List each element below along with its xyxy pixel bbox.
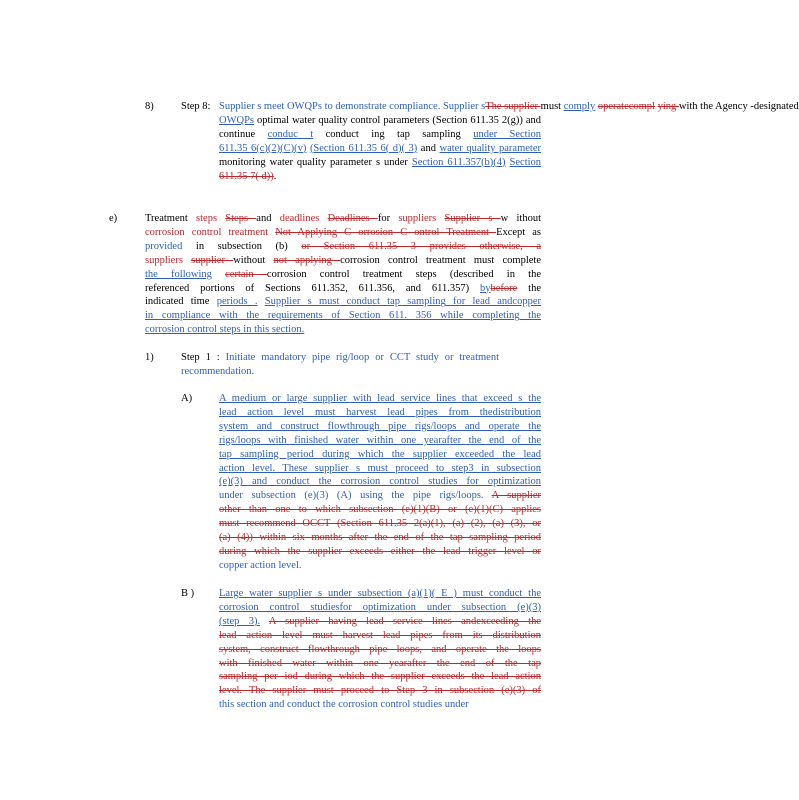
text-line <box>145 295 541 309</box>
text-line <box>219 156 541 170</box>
text-run: . <box>273 170 277 182</box>
text-line <box>219 489 541 503</box>
deleted-text: Steps <box>225 213 257 224</box>
deleted-text: must recommend OCCT (Section 611.35 2(a)(1), (a) (2), (a) (3), or <box>219 518 541 530</box>
text-line <box>219 434 541 448</box>
inserted-text: periods . <box>216 296 258 308</box>
deleted-text: ying <box>657 101 679 112</box>
inserted-text: conduc t <box>267 128 314 140</box>
text-line <box>219 420 541 434</box>
inserted-text: (step 3). <box>219 615 261 627</box>
text-run <box>260 616 269 627</box>
text-run: indicated time <box>145 296 217 308</box>
text-line <box>145 282 541 296</box>
deleted-text: Not Applying C orrosion C ontrol Treatment <box>275 226 497 238</box>
text-run: and <box>417 142 440 154</box>
text-line <box>181 351 499 365</box>
text-line <box>219 545 541 559</box>
text-line <box>145 226 541 240</box>
inserted-text: (e)(3) and conduct the corrosion control studies for optimization <box>219 476 541 488</box>
text-line <box>219 170 541 184</box>
text-line <box>219 114 541 128</box>
text-run <box>212 269 225 280</box>
inserted-text: under Section <box>473 128 541 140</box>
text-run: steps <box>196 213 226 224</box>
text-run: conduct ing tap sampling <box>313 128 474 140</box>
text-line <box>219 475 541 489</box>
text-line <box>145 240 541 254</box>
text-line <box>145 268 541 282</box>
text-line <box>219 657 541 671</box>
text-line <box>145 309 541 323</box>
text-line <box>219 448 541 462</box>
text-run: corrosion control treatment steps (described in the <box>266 268 542 280</box>
inserted-text: rigs/loops with finished water within one yearafter the end of the <box>219 434 541 446</box>
item-8-paragraph <box>219 100 799 183</box>
deleted-text: Supplier s <box>444 213 501 224</box>
inserted-text: system and construct flowthrough pipe rigs/loops and operate the <box>219 420 541 432</box>
inserted-text: the following <box>145 268 212 280</box>
inserted-text: Section 611.357(b)(4) <box>411 156 506 168</box>
text-run: with the Agency -designated <box>678 101 799 112</box>
deleted-text: supplier <box>191 254 234 266</box>
step-1-marker: 1) <box>145 352 154 363</box>
text-run: Except as <box>496 226 542 238</box>
text-line <box>181 365 499 379</box>
inserted-text: Supplier s must conduct tap sampling for lead andcopper <box>264 296 541 308</box>
text-run: must <box>540 101 564 112</box>
text-run: and <box>256 213 280 224</box>
text-run: this section and conduct the corrosion control studies under <box>219 699 469 711</box>
deleted-text: before <box>490 282 518 294</box>
text-run: Treatment <box>145 213 197 224</box>
text-line <box>219 559 541 573</box>
deleted-text: or Section 611.35 3 provides otherwise, a <box>301 240 542 252</box>
text-line <box>219 142 541 156</box>
item-e-paragraph <box>145 212 541 337</box>
text-line <box>219 587 541 601</box>
deleted-text: system, construct flowthrough pipe loops, and operate the loops <box>219 643 541 655</box>
text-run: suppliers <box>145 254 192 266</box>
text-line <box>219 462 541 476</box>
text-line <box>219 406 541 420</box>
text-run: in subsection (b) <box>195 240 302 252</box>
inserted-text: lead action level must harvest lead pipes from thedistribution <box>219 406 541 418</box>
inserted-text: Section <box>509 156 542 168</box>
inserted-text: comply <box>563 101 596 112</box>
inserted-text: by <box>479 282 491 294</box>
text-run: under subsection (e)(3) (A) using the pipe rigs/loops. <box>219 490 492 502</box>
text-run: referenced portions of Sections 611.352, 611.356, and 611.357) <box>145 282 480 294</box>
deleted-text: not applying <box>273 254 341 266</box>
deleted-text: during which the supplier exceeds either the lead trigger level or <box>219 545 541 557</box>
text-run: monitoring water quality parameter s under <box>219 156 412 168</box>
text-line <box>219 601 541 615</box>
item-b-marker: B ) <box>181 588 195 599</box>
item-8-step-label: Step 8: <box>181 101 211 112</box>
deleted-text: A supplier having lead service lines andexceeding the <box>268 615 541 627</box>
text-line <box>219 629 541 643</box>
text-run: recommendation. <box>181 365 255 377</box>
deleted-text: The supplier <box>485 101 541 112</box>
deleted-text: Deadlines <box>327 213 378 224</box>
step-1-paragraph <box>181 351 499 379</box>
deleted-text: level. The supplier must proceed to Step 3 in subsection (e)(3) of <box>219 685 541 697</box>
inserted-text: Large water supplier s under subsection (a)(1)( E ) must conduct the <box>219 588 541 599</box>
text-run: optimal water quality control parameters (Section 611.35 2(g)) and <box>254 114 541 126</box>
deleted-text: 611.35 7( d)) <box>219 170 274 182</box>
item-a-marker: A) <box>181 393 193 404</box>
text-run: corrosion control treatment <box>145 226 276 238</box>
inserted-text: corrosion control steps in this section. <box>145 324 305 336</box>
text-line <box>219 517 541 531</box>
text-run: Initiate mandatory pipe rig/loop or CCT study or treatment <box>225 352 500 363</box>
item-e-marker: e) <box>109 213 118 224</box>
text-run: copper action level. <box>219 559 302 571</box>
text-line <box>219 531 541 545</box>
inserted-text: tap sampling period during which the supplier exceeded the lead <box>219 448 541 460</box>
deleted-text: A supplier <box>491 490 541 502</box>
text-line <box>219 100 799 114</box>
text-run: Supplier s meet OWQPs to demonstrate compliance. Supplier s <box>219 101 486 112</box>
deleted-text: sampling per iod during which the supplier exceeds the lead action <box>219 671 541 683</box>
text-line <box>145 323 541 337</box>
item-a-paragraph <box>219 392 541 573</box>
text-line <box>219 503 541 517</box>
text-run: deadlines <box>279 213 328 224</box>
inserted-text: corrosion control studiesfor optimization under subsection (e)(3) <box>219 601 541 613</box>
text-run <box>258 296 265 307</box>
text-run: for <box>377 213 399 224</box>
text-line <box>145 212 541 226</box>
deleted-text: other than one to which subsection (e)(1)(B) or (e)(1)(C) applies <box>219 504 541 516</box>
text-line <box>219 684 541 698</box>
deleted-text: (a) (4)) within six months after the end of the tap sampling period <box>219 532 541 544</box>
deleted-text: operatecompl <box>597 101 655 112</box>
text-run: without <box>233 254 274 266</box>
text-line <box>219 128 541 142</box>
deleted-text: with finished water within one yearafter the end of the tap <box>219 657 541 669</box>
item-b-paragraph <box>219 587 541 712</box>
inserted-text: A medium or large supplier with lead service lines that exceed s the <box>219 393 541 404</box>
item-8-marker: 8) <box>145 101 154 112</box>
inserted-text: water quality parameter <box>439 142 541 154</box>
text-line <box>219 643 541 657</box>
text-run: Step 1 : <box>181 352 226 363</box>
inserted-text: in compliance with the requirements of Section 611. 356 while completing the <box>145 310 541 322</box>
inserted-text: OWQPs <box>219 114 255 126</box>
text-line <box>219 670 541 684</box>
deleted-text: certain <box>225 268 267 280</box>
text-line <box>219 698 541 712</box>
deleted-text: lead action level must harvest lead pipes from its distribution <box>219 629 541 641</box>
inserted-text: action level. These supplier s must proceed to step3 in subsection <box>219 462 541 474</box>
text-run: the <box>517 282 541 294</box>
text-line <box>219 615 541 629</box>
text-line <box>219 392 541 406</box>
text-line <box>145 254 541 268</box>
text-run: w ithout <box>500 213 541 224</box>
text-run: corrosion control treatment must complete <box>340 254 541 266</box>
text-run: continue <box>219 128 268 140</box>
text-run: suppliers <box>398 213 445 224</box>
text-run: provided <box>145 240 196 252</box>
inserted-text: 611.35 6(c)(2)(C)(v) <box>219 142 307 154</box>
inserted-text: (Section 611.35 6( d)( 3) <box>309 142 418 154</box>
